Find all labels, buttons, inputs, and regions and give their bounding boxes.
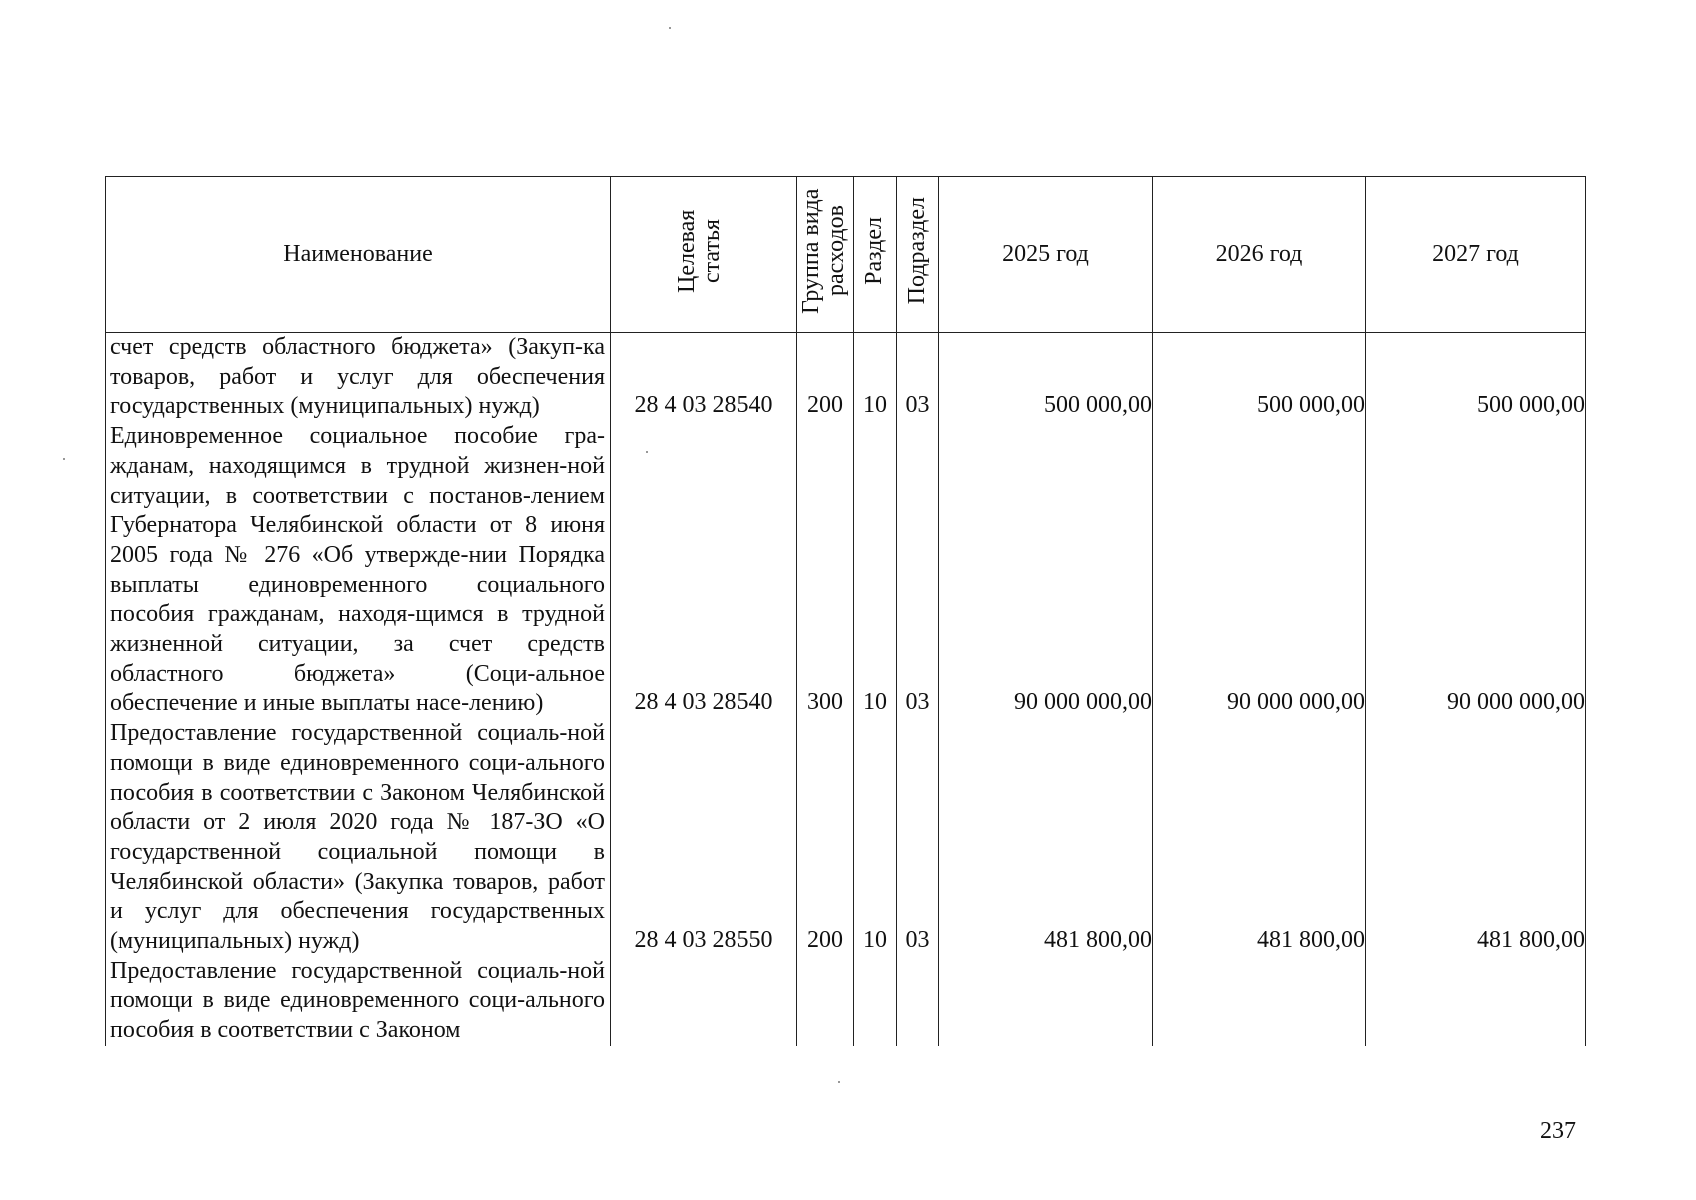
row-subsection: 03 [897,422,939,719]
row-name: Предоставление государственной социаль-ной помощи в виде единовременного соци-ального пособия в соответствии с Законом [106,957,611,1046]
row-amount-2026: 90 000 000,00 [1153,422,1366,719]
row-amount-2027 [1366,957,1586,1046]
header-section: Раздел [854,177,897,333]
row-target-article [611,957,797,1046]
header-year-2027: 2027 год [1366,177,1586,333]
row-section: 10 [854,422,897,719]
row-section: 10 [854,333,897,423]
page-number: 237 [1540,1118,1576,1144]
row-target-article: 28 4 03 28540 [611,422,797,719]
header-name: Наименование [106,177,611,333]
row-amount-2027: 90 000 000,00 [1366,422,1586,719]
header-year-2025: 2025 год [939,177,1153,333]
table-row [106,333,1586,423]
row-expense-group [797,957,854,1046]
row-subsection: 03 [897,719,939,957]
row-expense-group: 300 [797,422,854,719]
header-expense-group: Группа вида расходов [797,177,854,333]
table-row [106,719,1586,957]
row-expense-group: 200 [797,333,854,423]
table-row [106,422,1586,719]
scan-speck [646,451,648,453]
budget-table [105,176,1586,1046]
row-amount-2026: 481 800,00 [1153,719,1366,957]
row-amount-2027: 500 000,00 [1366,333,1586,423]
row-name: Единовременное социальное пособие гра-жданам, находящимся в трудной жизнен-ной ситуации, в соответствии с постанов-лением Губернатора Челябинской области от 8 июня 2005 года № 276 «Об утвержде-нии Порядка выплаты единовременного социального пособия гражданам, находя-щимся в трудной жизненной ситуации, за счет средств областного бюджета» (Соци-альное обеспечение и иные выплаты насе-лению) [106,422,611,719]
row-subsection: 03 [897,333,939,423]
row-amount-2025: 500 000,00 [939,333,1153,423]
row-name: счет средств областного бюджета» (Закуп-ка товаров, работ и услуг для обеспечения государственных (муниципальных) нужд) [106,333,611,423]
scan-speck [669,27,671,29]
row-amount-2026 [1153,957,1366,1046]
table-row [106,957,1586,1046]
header-year-2026: 2026 год [1153,177,1366,333]
header-target-article: Целевая статья [611,177,797,333]
row-amount-2027: 481 800,00 [1366,719,1586,957]
row-amount-2025: 90 000 000,00 [939,422,1153,719]
row-name: Предоставление государственной социаль-ной помощи в виде единовременного соци-ального пособия в соответствии с Законом Челябинской области от 2 июля 2020 года № 187-ЗО «О государственной социальной помощи в Челябинской области» (Закупка товаров, работ и услуг для обеспечения государственных (муниципальных) нужд) [106,719,611,957]
row-amount-2025 [939,957,1153,1046]
row-amount-2026: 500 000,00 [1153,333,1366,423]
row-section [854,957,897,1046]
row-section: 10 [854,719,897,957]
scan-speck [63,458,65,460]
row-amount-2025: 481 800,00 [939,719,1153,957]
header-subsection: Подраздел [897,177,939,333]
row-expense-group: 200 [797,719,854,957]
scan-speck [838,1081,840,1083]
row-target-article: 28 4 03 28550 [611,719,797,957]
table-header [106,177,1586,333]
row-subsection [897,957,939,1046]
row-target-article: 28 4 03 28540 [611,333,797,423]
